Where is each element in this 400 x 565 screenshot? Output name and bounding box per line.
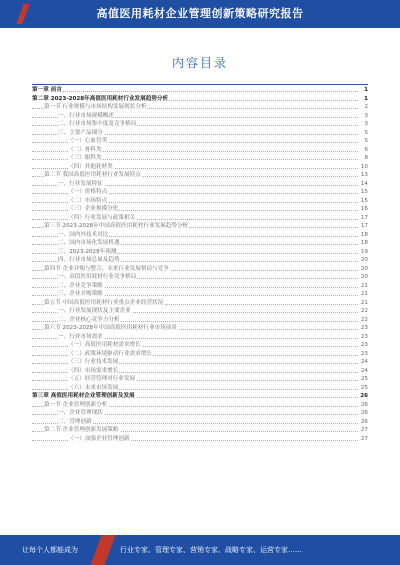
toc-entry-title: （一）加强企业管理创新 — [68, 435, 130, 442]
footer-accent — [91, 535, 116, 565]
toc-entry-page: 20 — [360, 274, 368, 280]
toc-entry[interactable] — [32, 333, 368, 342]
table-of-contents — [32, 86, 368, 443]
toc-entry-title: （六）未来市场发展 — [68, 384, 119, 391]
toc-entry[interactable] — [32, 214, 368, 223]
toc-entry-page: 19 — [360, 248, 368, 255]
toc-entry-page: 26 — [360, 401, 368, 408]
toc-entry[interactable] — [32, 129, 368, 138]
toc-entry[interactable] — [32, 86, 368, 95]
toc-entry-page: 20 — [360, 265, 368, 272]
toc-entry-page: 23 — [360, 325, 368, 331]
toc-entry-title: 第二章 2023-2028年高值医用耗材行业发展趋势分析 — [32, 95, 169, 102]
toc-title: 内容目录 — [171, 56, 228, 70]
toc-entry[interactable] — [32, 384, 368, 393]
toc-entry-page: 23 — [360, 333, 368, 340]
toc-entry-page: 23 — [360, 342, 368, 348]
toc-entry-title: 第一章 前言 — [32, 87, 62, 93]
toc-entry-page: 1 — [364, 87, 368, 93]
toc-entry[interactable] — [32, 435, 368, 444]
toc-entry-title: 第三节 2023-2028年中国高值医用耗材行业发展趋势分析 — [44, 223, 189, 229]
toc-entry-page: 26 — [360, 410, 368, 416]
toc-entry[interactable] — [32, 426, 368, 435]
toc-entry-page: 21 — [360, 299, 368, 306]
toc-entry-page: 16 — [360, 206, 368, 212]
toc-entry-page: 1 — [364, 95, 368, 102]
toc-entry[interactable] — [32, 222, 368, 231]
toc-entry-title: 二、企业竞争策略 — [58, 282, 103, 289]
toc-entry-page: 15 — [360, 189, 368, 195]
toc-entry-title: 第四节 企业并购与整合，未来行业发展格局与竞争 — [44, 265, 169, 272]
toc-entry-page: 17 — [360, 214, 368, 221]
toc-entry-title: （四）行业发展与政策相关 — [68, 214, 136, 221]
toc-entry-title: 第三章 高值医用耗材企业管理创新及发展 — [32, 393, 135, 399]
toc-entry[interactable] — [32, 299, 368, 308]
toc-entry[interactable] — [32, 103, 368, 112]
toc-entry-page: 14 — [360, 180, 368, 187]
toc-entry-page: 3 — [364, 112, 368, 119]
toc-entry[interactable] — [32, 282, 368, 291]
toc-entry-title: 一、行业发展特征 — [58, 180, 103, 187]
toc-entry-title: （一）价格特点 — [68, 189, 108, 195]
toc-entry-page: 25 — [360, 376, 368, 382]
toc-entry-page: 15 — [360, 197, 368, 204]
toc-entry[interactable] — [32, 358, 368, 367]
toc-entry-title: 第二节 我国高值医用耗材行业发展特点 — [44, 172, 141, 178]
toc-entry[interactable] — [32, 146, 368, 155]
toc-entry-page: 22 — [360, 316, 368, 323]
toc-entry-page: 17 — [360, 223, 368, 229]
toc-entry-title: （三）行业技术发展 — [68, 359, 119, 365]
toc-entry[interactable] — [32, 120, 368, 129]
toc-entry[interactable] — [32, 154, 368, 163]
toc-entry-page: 10 — [360, 163, 368, 170]
footer-tagline: 行业专家、管理专家、营销专家、战略专家、运营专家…… — [120, 546, 302, 554]
toc-entry[interactable] — [32, 324, 368, 333]
toc-entry[interactable] — [32, 265, 368, 274]
toc-entry-title: （五）经营管理对行业发展 — [68, 376, 136, 382]
toc-entry-page: 6 — [364, 146, 368, 153]
toc-entry-title: 一、高值医用耗材行业竞争格局 — [58, 274, 137, 280]
toc-entry[interactable] — [32, 367, 368, 376]
toc-entry-title: 第五节 中国高值医用耗材行业重点企业经营状况 — [44, 299, 164, 306]
toc-entry-page: 23 — [360, 350, 368, 357]
toc-entry[interactable] — [32, 205, 368, 214]
toc-entry-page: 27 — [360, 435, 368, 442]
toc-entry-page: 18 — [360, 240, 368, 246]
footer-bar — [0, 535, 400, 565]
toc-entry[interactable] — [32, 112, 368, 121]
toc-entry-page: 25 — [360, 384, 368, 391]
toc-entry-page: 26 — [360, 393, 368, 399]
toc-entry[interactable] — [32, 231, 368, 240]
toc-entry-title: （二）市场特点 — [68, 197, 108, 204]
toc-entry-page: 2 — [364, 104, 368, 110]
toc-entry[interactable] — [32, 273, 368, 282]
toc-entry-title: 二、企业核心竞争力分析 — [58, 316, 120, 323]
toc-entry-page: 8 — [364, 155, 368, 161]
toc-entry-title: 二、管理创新 — [58, 418, 92, 425]
toc-entry-title: 第二节 企业管理创新发展策略 — [44, 427, 119, 433]
toc-entry[interactable] — [32, 401, 368, 410]
toc-entry-title: 一、行业市场需求 — [58, 333, 103, 340]
toc-entry[interactable] — [32, 316, 368, 325]
toc-entry[interactable] — [32, 375, 368, 384]
toc-entry-page: 24 — [360, 359, 368, 365]
toc-entry[interactable] — [32, 180, 368, 189]
toc-entry[interactable] — [32, 341, 368, 350]
toc-entry-title: 第一节 企业管理创新分析 — [44, 401, 108, 408]
toc-entry-title: （二）政策环境驱动行业需求增长 — [68, 350, 152, 357]
toc-entry-title: 二、行业市场集中度及竞争格局 — [58, 121, 137, 127]
toc-entry-title: （四）市场需求增长 — [68, 367, 119, 374]
toc-entry-title: （三）企业规模分化 — [68, 206, 119, 212]
toc-entry-page: 5 — [364, 129, 368, 136]
toc-entry[interactable] — [32, 409, 368, 418]
toc-entry-title: 一、企业管理现状 — [58, 410, 103, 416]
toc-entry[interactable] — [32, 290, 368, 299]
toc-entry[interactable] — [32, 239, 368, 248]
toc-divider — [32, 84, 368, 85]
toc-entry[interactable] — [32, 248, 368, 257]
toc-entry-title: （一）高值医用耗材需求增长 — [68, 342, 141, 348]
toc-entry-page: 18 — [360, 231, 368, 238]
toc-entry-title: （一）心血管类 — [68, 138, 108, 144]
toc-entry-title: （四）其他耗材类 — [68, 163, 113, 170]
toc-entry[interactable] — [32, 256, 368, 265]
toc-entry-page: 27 — [360, 427, 368, 433]
toc-entry-title: 三、2023-2028年预测 — [58, 248, 117, 255]
toc-entry-page: 26 — [360, 418, 368, 425]
toc-entry-title: （三）眼科类 — [68, 155, 102, 161]
toc-entry-page: 21 — [360, 291, 368, 297]
toc-entry[interactable] — [32, 392, 368, 401]
toc-entry[interactable] — [32, 307, 368, 316]
report-title: 高值医用耗材企业管理创新策略研究报告 — [96, 7, 304, 20]
toc-entry-title: 四、行业市场总量及趋势 — [58, 257, 120, 263]
toc-entry-page: 22 — [360, 308, 368, 314]
toc-entry-page: 24 — [360, 367, 368, 374]
toc-entry[interactable] — [32, 137, 368, 146]
toc-entry[interactable] — [32, 95, 368, 104]
toc-entry[interactable] — [32, 163, 368, 172]
toc-entry[interactable] — [32, 171, 368, 180]
toc-entry-page: 3 — [364, 121, 368, 127]
footer-slogan: 让每个人都能成为 — [22, 546, 78, 554]
toc-entry[interactable] — [32, 197, 368, 206]
toc-entry-title: 三、主要产品细分 — [58, 129, 103, 136]
toc-entry-title: 一、行业市场规模概述 — [58, 112, 114, 119]
toc-entry-title: 二、国内市场化发展机遇 — [58, 240, 120, 246]
toc-entry-title: 三、企业并购策略 — [58, 291, 103, 297]
toc-entry-title: 一、行业发展现状及主要企业 — [58, 308, 131, 314]
toc-entry-title: 第一节 行业规模与市场结构发展现状分析 — [44, 104, 147, 110]
toc-entry-page: 13 — [360, 172, 368, 178]
toc-entry-title: （二）骨科类 — [68, 146, 102, 153]
toc-entry-page: 21 — [360, 282, 368, 289]
toc-entry[interactable] — [32, 188, 368, 197]
toc-entry-title: 第六节 2023-2028年中国高值医用耗材行业市场前景 — [44, 325, 177, 331]
toc-leader-dots — [32, 91, 358, 92]
toc-entry[interactable] — [32, 350, 368, 359]
toc-entry-page: 5 — [364, 138, 368, 144]
header-bar — [0, 0, 400, 28]
toc-entry-page: 20 — [360, 257, 368, 263]
toc-entry[interactable] — [32, 418, 368, 427]
toc-entry-title: 一、国内外技术对比 — [58, 231, 109, 238]
